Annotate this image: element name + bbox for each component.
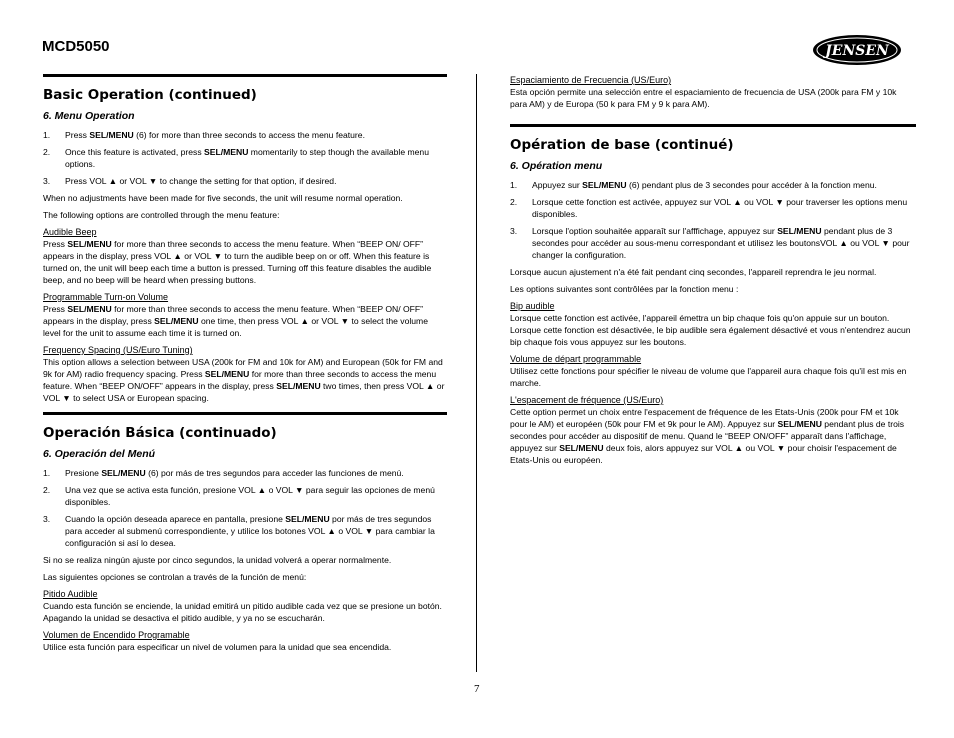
section-title-es: Operación Básica (continuado) — [43, 425, 277, 441]
option-desc: Cette option permet un choix entre l'espacement de fréquence de les Etats-Unis (200k pour FM et 10k pour le AM) et européen (50k pour FM et 9k pour le AM). Appuyez sur SEL/MENU pendant plus de trois secondes pour accéder au dispositif de menu. Quand le “BEEP ON/OFF” apparaît dans l'affichage, appuyez sur SEL/MENU deux fois, alors appuyez sur VOL ▲ ou VOL ▼ pour choisir l'espacement de Etats-Unis ou européen. — [510, 407, 905, 465]
paragraph: Si no se realiza ningún ajuste por cinco segundos, la unidad volverá a operar normalmente. — [43, 555, 392, 565]
step-item: 1. Press SEL/MENU (6) for more than three seconds to access the menu feature. — [43, 130, 365, 140]
option-title: Bip audible — [510, 301, 555, 311]
paragraph: Las siguientes opciones se controlan a través de la función de menú: — [43, 572, 307, 582]
option-desc: Utilisez cette fonctions pour spécifier le niveau de volume que l'appareil aura chaque fois qu'il est mis en marche. — [510, 366, 907, 388]
section-title-fr: Opération de base (continué) — [510, 137, 734, 153]
option-title: Volume de départ programmable — [510, 354, 642, 364]
step-item: 2. Once this feature is activated, press SEL/MENU momentarily to step though the available menu options. — [43, 147, 429, 169]
option-desc: Press SEL/MENU for more than three seconds to access the menu feature. When “BEEP ON/ OFF” appears in the display, press SEL/MENU one time, then press VOL ▲ or VOL ▼ to select the volume level for the unit to assume each time it is turned on. — [43, 304, 428, 338]
section-title-en: Basic Operation (continued) — [43, 87, 257, 103]
option-title: Frequency Spacing (US/Euro Tuning) — [43, 345, 193, 355]
right-column — [510, 74, 916, 471]
option-desc: Cuando esta función se enciende, la unidad emitirá un pitido audible cada vez que se presione un botón. Apagando la unidad se desactiva el pitido audible, y ya no se escucharán. — [43, 601, 442, 623]
step-item: 2. Lorsque cette fonction est activée, appuyez sur VOL ▲ ou VOL ▼ pour traverser les options menu disponibles. — [510, 197, 908, 219]
option-desc: Esta opción permite una selección entre el espaciamiento de frecuencia de USA (200k para FM y 10k para AM) y de Europa (50 k para FM y 9 k para AM). — [510, 87, 897, 109]
subsection-title-en: 6. Menu Operation — [43, 110, 135, 122]
model-title: MCD5050 — [42, 38, 110, 55]
steps-en — [43, 129, 447, 187]
option-desc: This option allows a selection between USA (200k for FM and 10k for AM) and European (50k for FM and 9k for AM) radio frequency spacing. Press SEL/MENU for more than three seconds to access the menu feature. When “BEEP ON/OFF” appears in the display, press SEL/MENU two times, then press VOL ▲ or VOL ▼ to select USA or European spacing. — [43, 357, 445, 403]
paragraph: When no adjustments have been made for five seconds, the unit will resume normal operation. — [43, 193, 403, 203]
option-title: Pitido Audible — [43, 589, 98, 599]
option-desc: Lorsque cette fonction est activée, l'appareil émettra un bip chaque fois qu'on appuie sur un bouton. Lorsque cette fonction est désactivée, le bip audible sera également désactivé et vous n'entendrez aucun bip chaque fois vous appuyez sur les boutons. — [510, 313, 911, 347]
left-column — [43, 74, 447, 658]
option-title: Volumen de Encendido Programable — [43, 630, 190, 640]
option-title: Espaciamiento de Frecuencia (US/Euro) — [510, 75, 672, 85]
step-item: 3. Press VOL ▲ or VOL ▼ to change the setting for that option, if desired. — [43, 176, 337, 186]
page-number: 7 — [474, 683, 480, 695]
step-item: 3. Lorsque l'option souhaitée apparaît sur l'afffichage, appuyez sur SEL/MENU pendant plus de 3 secondes pour accéder au sous-menu correspondant et utilisez les boutonsVOL ▲ ou VOL ▼ pour changer la configuration. — [510, 226, 910, 260]
step-item: 3. Cuando la opción deseada aparece en pantalla, presione SEL/MENU por más de tres segundos para acceder al submenú correspondiente, y utilice los botones VOL ▲ o VOL ▼ para cambiar la configuración si así lo desea. — [43, 514, 435, 548]
section-rule — [510, 124, 916, 127]
option-title: L'espacement de fréquence (US/Euro) — [510, 395, 664, 405]
paragraph: The following options are controlled through the menu feature: — [43, 210, 280, 220]
step-item: 2. Una vez que se activa esta función, presione VOL ▲ o VOL ▼ para seguir las opciones de menú disponibles. — [43, 485, 435, 507]
logo-text: JENSEN — [825, 43, 889, 59]
option-desc: Press SEL/MENU for more than three seconds to access the menu feature. When “BEEP ON/ OFF” appears in the display, press VOL ▲ or VOL ▼ to turn the audible beep on or off. When this feature is turned on, the unit will beep each time a button is pressed. Turning off this feature disables the audible beep, and no beep will be heard when pressing buttons. — [43, 239, 432, 285]
option-title: Audible Beep — [43, 227, 97, 237]
subsection-title-es: 6. Operación del Menú — [43, 448, 156, 460]
step-item: 1. Presione SEL/MENU (6) por más de tres segundos para acceder las funciones de menú. — [43, 468, 404, 478]
jensen-logo — [812, 34, 902, 66]
option-desc: Utilice esta función para especificar un nivel de volumen para la unidad que sea encendida. — [43, 642, 392, 652]
section-rule — [43, 74, 447, 77]
option-title: Programmable Turn-on Volume — [43, 292, 169, 302]
steps-fr — [510, 179, 916, 261]
paragraph: Les options suivantes sont contrôlées par la fonction menu : — [510, 284, 739, 294]
subsection-title-fr: 6. Opération menu — [510, 160, 603, 172]
steps-es — [43, 467, 447, 549]
step-item: 1. Appuyez sur SEL/MENU (6) pendant plus de 3 secondes pour accéder à la fonction menu. — [510, 180, 877, 190]
paragraph: Lorsque aucun ajustement n'a été fait pendant cinq secondes, l'appareil reprendra le jeu normal. — [510, 267, 877, 277]
column-divider — [476, 74, 477, 672]
section-rule — [43, 412, 447, 415]
